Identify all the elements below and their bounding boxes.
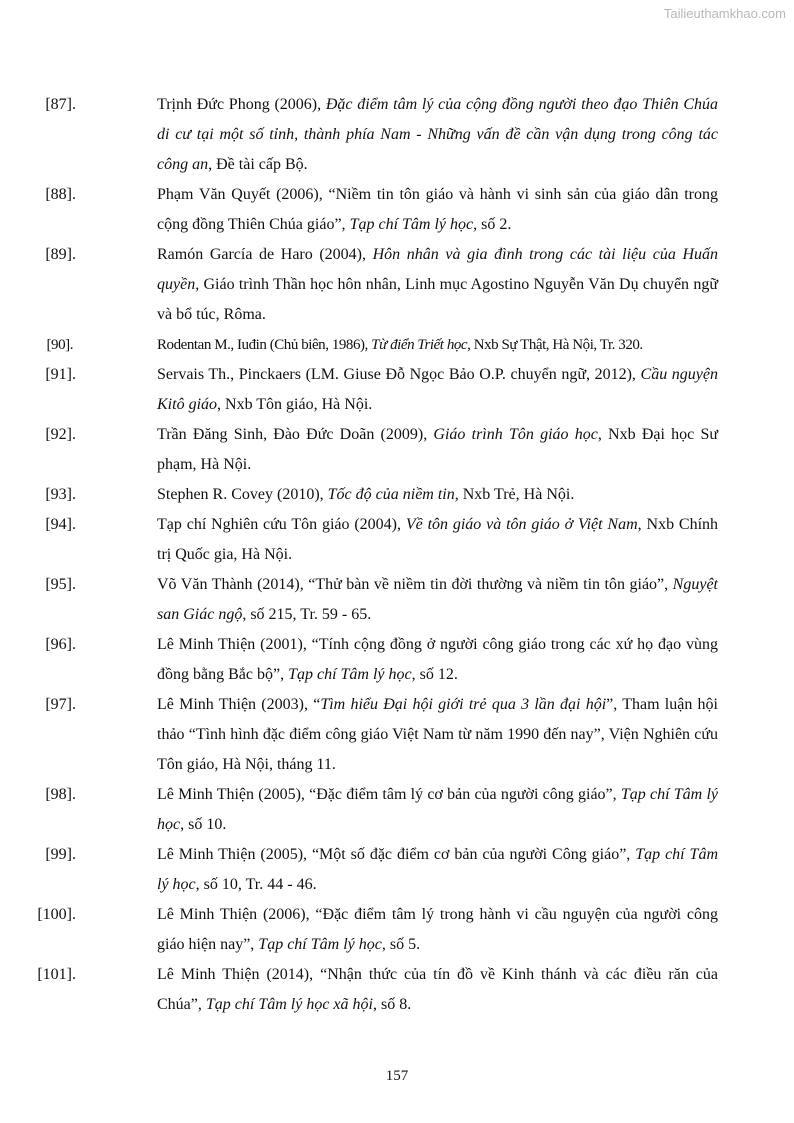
reference-number: [94]. — [45, 516, 76, 533]
reference-entry — [0, 900, 718, 960]
reference-text: , số 2. — [473, 216, 512, 233]
reference-title: Tạp chí Tâm lý học — [288, 666, 412, 683]
reference-text: , Giáo trình Thần học hôn nhân, Linh mục Agostino Nguyễn Văn Dụ chuyển ngữ và bổ túc, Rôma. — [157, 276, 718, 323]
reference-title: Tạp chí Tâm lý học — [349, 216, 474, 233]
reference-text: , số 5. — [381, 936, 421, 953]
reference-number: [89]. — [45, 246, 76, 263]
reference-text: Lê Minh Thiện (2005), “Đặc điểm tâm lý cơ bản của người công giáo”, — [157, 786, 621, 803]
reference-title: Cầu nguyện Kitô giáo — [157, 366, 719, 413]
reference-text: , Nxb Tôn giáo, Hà Nội. — [217, 396, 373, 413]
reference-text: Stephen R. Covey (2010), — [157, 486, 328, 503]
reference-entry — [0, 330, 718, 360]
reference-number: [98]. — [45, 786, 76, 803]
page-number: 157 — [385, 1068, 409, 1084]
reference-text: Rodentan M., Iuđin (Chủ biên, 1986), — [157, 337, 372, 353]
reference-number: [93]. — [45, 486, 76, 503]
reference-title: Tốc độ của niềm tin — [327, 486, 455, 503]
reference-title: Từ điển Triết học — [371, 337, 468, 353]
reference-entry — [0, 420, 718, 480]
reference-text: Trần Đăng Sinh, Đào Đức Doãn (2009), — [157, 426, 434, 443]
reference-title: Về tôn giáo và tôn giáo ở Việt Nam — [405, 516, 638, 533]
reference-number: [95]. — [45, 576, 76, 593]
reference-text: , Đề tài cấp Bộ. — [208, 156, 308, 173]
reference-text: , Nxb Trẻ, Hà Nội. — [454, 486, 575, 503]
reference-title: Tạp chí Tâm lý học — [157, 786, 718, 833]
reference-entry — [0, 780, 718, 840]
reference-title: Tạp chí Tâm lý học — [258, 936, 382, 953]
reference-entry — [0, 690, 718, 780]
reference-entry — [0, 510, 718, 570]
reference-title: Đặc điểm tâm lý của cộng đồng người theo đạo Thiên Chúa di cư tại một số tỉnh, thành phía Nam - Những vấn đề cần vận dụng trong công tác công an — [157, 96, 718, 173]
reference-text: ”, Tham luận hội thảo “Tình hình đặc điểm công giáo Việt Nam từ năm 1990 đến nay”, Viện Nghiên cứu Tôn giáo, Hà Nội, tháng 11. — [157, 696, 719, 773]
reference-text: Servais Th., Pinckaers (LM. Giuse Đỗ Ngọc Bảo O.P. chuyển ngữ, 2012), — [157, 366, 641, 383]
reference-title: Nguyệt san Giác ngộ — [157, 576, 718, 623]
reference-list — [0, 90, 794, 1020]
reference-title: Tạp chí Tâm lý học — [157, 846, 718, 893]
watermark-text: Tailieuthamkhao.com — [663, 6, 786, 21]
reference-text: , Nxb Chính trị Quốc gia, Hà Nội. — [157, 516, 719, 563]
reference-entry — [0, 570, 718, 630]
reference-entry — [0, 240, 718, 330]
reference-text: Lê Minh Thiện (2005), “Một số đặc điểm cơ bản của người Công giáo”, — [157, 846, 636, 863]
reference-number: [97]. — [45, 696, 76, 713]
reference-text: Lê Minh Thiện (2001), “Tính cộng đồng ở người công giáo trong các xứ họ đạo vùng đồng bằng Bắc bộ”, — [157, 636, 718, 683]
reference-text: Lê Minh Thiện (2003), “ — [157, 696, 321, 713]
reference-entry — [0, 360, 718, 420]
reference-text: , Nxb Sự Thật, Hà Nội, Tr. 320. — [467, 337, 643, 353]
reference-text: Lê Minh Thiện (2006), “Đặc điểm tâm lý trong hành vi cầu nguyện của người công giáo hiện nay”, — [157, 906, 718, 953]
reference-number: [92]. — [45, 426, 76, 443]
reference-text: , Nxb Đại học Sư phạm, Hà Nội. — [157, 426, 719, 473]
reference-title: Giáo trình Tôn giáo học — [433, 426, 598, 443]
reference-entry — [0, 840, 718, 900]
reference-text: Tạp chí Nghiên cứu Tôn giáo (2004), — [157, 516, 406, 533]
reference-text: Phạm Văn Quyết (2006), “Niềm tin tôn giáo và hành vi sinh sản của giáo dân trong cộng đồng Thiên Chúa giáo”, — [157, 186, 718, 233]
reference-number: [96]. — [45, 636, 76, 653]
reference-number: [91]. — [45, 366, 76, 383]
reference-text: , số 8. — [372, 996, 412, 1013]
reference-entry — [0, 480, 718, 510]
reference-text: Võ Văn Thành (2014), “Thử bàn về niềm tin đời thường và niềm tin tôn giáo”, — [157, 576, 673, 593]
reference-text: , số 12. — [411, 666, 458, 683]
reference-number: [90]. — [46, 337, 73, 353]
reference-entry — [0, 960, 718, 1020]
reference-number: [101]. — [37, 966, 76, 983]
reference-text: Ramón García de Haro (2004), — [157, 246, 373, 263]
reference-text: , số 215, Tr. 59 - 65. — [242, 606, 372, 623]
reference-entry — [0, 630, 718, 690]
reference-number: [87]. — [45, 96, 76, 113]
reference-text: , số 10, Tr. 44 - 46. — [195, 876, 317, 893]
reference-entry — [0, 90, 718, 180]
reference-entry — [0, 180, 718, 240]
reference-number: [99]. — [45, 846, 76, 863]
reference-title: Hôn nhân và gia đình trong các tài liệu của Huấn quyền — [157, 246, 718, 293]
reference-title: Tìm hiểu Đại hội giới trẻ qua 3 lần đại hội — [320, 696, 607, 713]
reference-number: [88]. — [45, 186, 76, 203]
reference-text: Lê Minh Thiện (2014), “Nhận thức của tín đồ về Kinh thánh và các điều răn của Chúa”, — [157, 966, 718, 1013]
reference-number: [100]. — [37, 906, 76, 923]
reference-text: , số 10. — [180, 816, 227, 833]
reference-title: Tạp chí Tâm lý học xã hội — [205, 996, 373, 1013]
reference-text: Trịnh Đức Phong (2006), — [157, 96, 326, 113]
